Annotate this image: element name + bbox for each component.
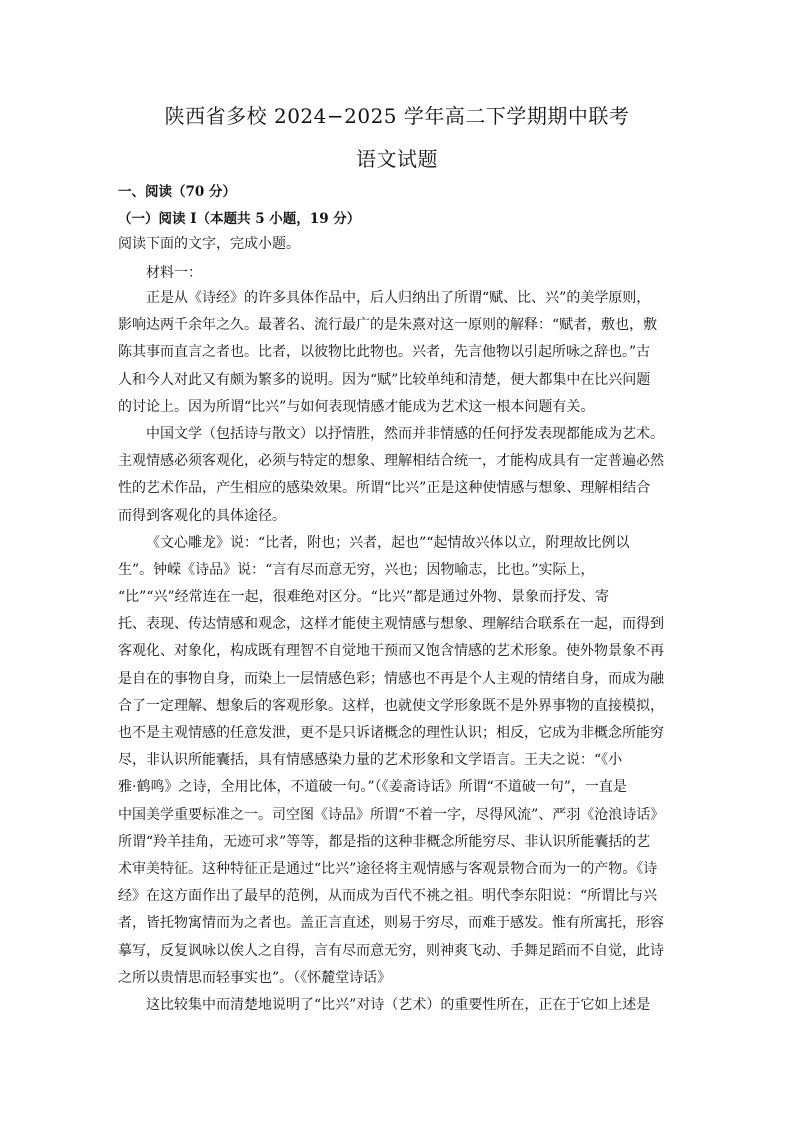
passage-line: 而得到客观化的具体途径。 bbox=[118, 507, 286, 524]
passage-line: 正是从《诗经》的许多具体作品中，后人归纳出了所谓“赋、比、兴”的美学原则， bbox=[146, 290, 651, 306]
document-subtitle: 语文试题 bbox=[356, 147, 438, 171]
passage-line: 摹写，反复讽咏以俟人之自得，言有尽而意无穷，则神爽飞动、手舞足蹈而不自觉，此诗 bbox=[118, 942, 664, 959]
passage-line: 合了一定理解、想象后的客观形象。这样，也就使文学形象既不是外界事物的直接模拟， bbox=[118, 697, 664, 714]
passage-body bbox=[118, 285, 674, 1019]
passage-line: 性的艺术作品，产生相应的感染效果。所谓“比兴”正是这种使情感与想象、理解相结合 bbox=[118, 480, 651, 497]
passage-line: 尽，非认识所能囊括，具有情感感染力量的艺术形象和文学语言。王夫之说：“《小 bbox=[118, 752, 623, 769]
passage-line: 所谓“羚羊挂角，无迹可求”等等，都是指的这种非概念所能穷尽、非认识所能囊括的艺 bbox=[118, 833, 651, 850]
passage-line: 是自在的事物自身，而染上一层情感色彩；情感也不再是个人主观的情绪自身，而成为融 bbox=[118, 670, 664, 687]
passage-line: 中国文学（包括诗与散文）以抒情胜，然而并非情感的任何抒发表现都能成为艺术。 bbox=[146, 425, 664, 442]
passage-line: 人和今人对此又有颇为繁多的说明。因为“赋”比较单纯和清楚，便大都集中在比兴问题 bbox=[118, 371, 651, 388]
passage-line: 经》在这方面作出了最早的范例，从而成为百代不祧之祖。明代李东阳说：“所谓比与兴 bbox=[118, 888, 658, 905]
passage-line: 这比较集中而清楚地说明了“比兴”对诗（艺术）的重要性所在，正在于它如上述是 bbox=[146, 996, 651, 1013]
passage-line: 《文心雕龙》说：“比者，附也；兴者，起也”“起情故兴体以立，附理故比例以 bbox=[146, 534, 630, 551]
material-label: 材料一： bbox=[146, 265, 202, 281]
subsection-heading: （一）阅读 I（本题共 5 小题，19 分） bbox=[118, 211, 361, 227]
passage-line: 托、表现、传达情感和观念，这样才能使主观情感与想象、理解结合联系在一起，而得到 bbox=[118, 616, 664, 633]
passage-line: 雅·鹤鸣》之诗，全用比体，不道破一句。”（《姜斋诗话》所谓“不道破一句”，一直是 bbox=[118, 779, 627, 796]
passage-line: 之所以贵情思而轻事实也”。（《怀麓堂诗话》 bbox=[118, 969, 392, 986]
passage-line: 术审美特征。这种特征正是通过“比兴”途径将主观情感与客观景物合而为一的产物。《诗 bbox=[118, 860, 658, 877]
instruction-text: 阅读下面的文字，完成小题。 bbox=[118, 236, 300, 252]
passage-line: 的讨论上。因为所谓“比兴”与如何表现情感才能成为艺术这一根本问题有关。 bbox=[118, 398, 595, 415]
passage-line: “比”“兴”经常连在一起，很难绝对区分。“比兴”都是通过外物、景象而抒发、寄 bbox=[118, 589, 609, 606]
passage-line: 生”。钟嵘《诗品》说：“言有尽而意无穷，兴也；因物喻志，比也。”实际上， bbox=[118, 561, 595, 578]
section-heading: 一、阅读（70 分） bbox=[118, 184, 236, 200]
passage-line: 者，皆托物寓情而为之者也。盖正言直述，则易于穷尽，而难于感发。惟有所寓托，形容 bbox=[118, 915, 664, 932]
passage-line: 中国美学重要标准之一。司空图《诗品》所谓“不着一字，尽得风流”、严羽《沧浪诗话》 bbox=[118, 806, 665, 823]
document-title: 陕西省多校 2024−2025 学年高二下学期期中联考 bbox=[164, 104, 630, 128]
passage-line: 客观化、对象化，构成既有理智不自觉地干预而又饱含情感的艺术形象。使外物景象不再 bbox=[118, 643, 664, 660]
passage-line: 陈其事而直言之者也。比者，以彼物比此物也。兴者，先言他物以引起所咏之辞也。”古 bbox=[118, 344, 651, 361]
passage-line: 主观情感必须客观化，必须与特定的想象、理解相结合统一，才能构成具有一定普遍必然 bbox=[118, 453, 664, 470]
passage-line: 影响达两千余年之久。最著名、流行最广的是朱熹对这一原则的解释：“赋者，敷也，敷 bbox=[118, 317, 658, 334]
passage-line: 也不是主观情感的任意发泄，更不是只诉诸概念的理性认识；相反，它成为非概念所能穷 bbox=[118, 725, 664, 741]
